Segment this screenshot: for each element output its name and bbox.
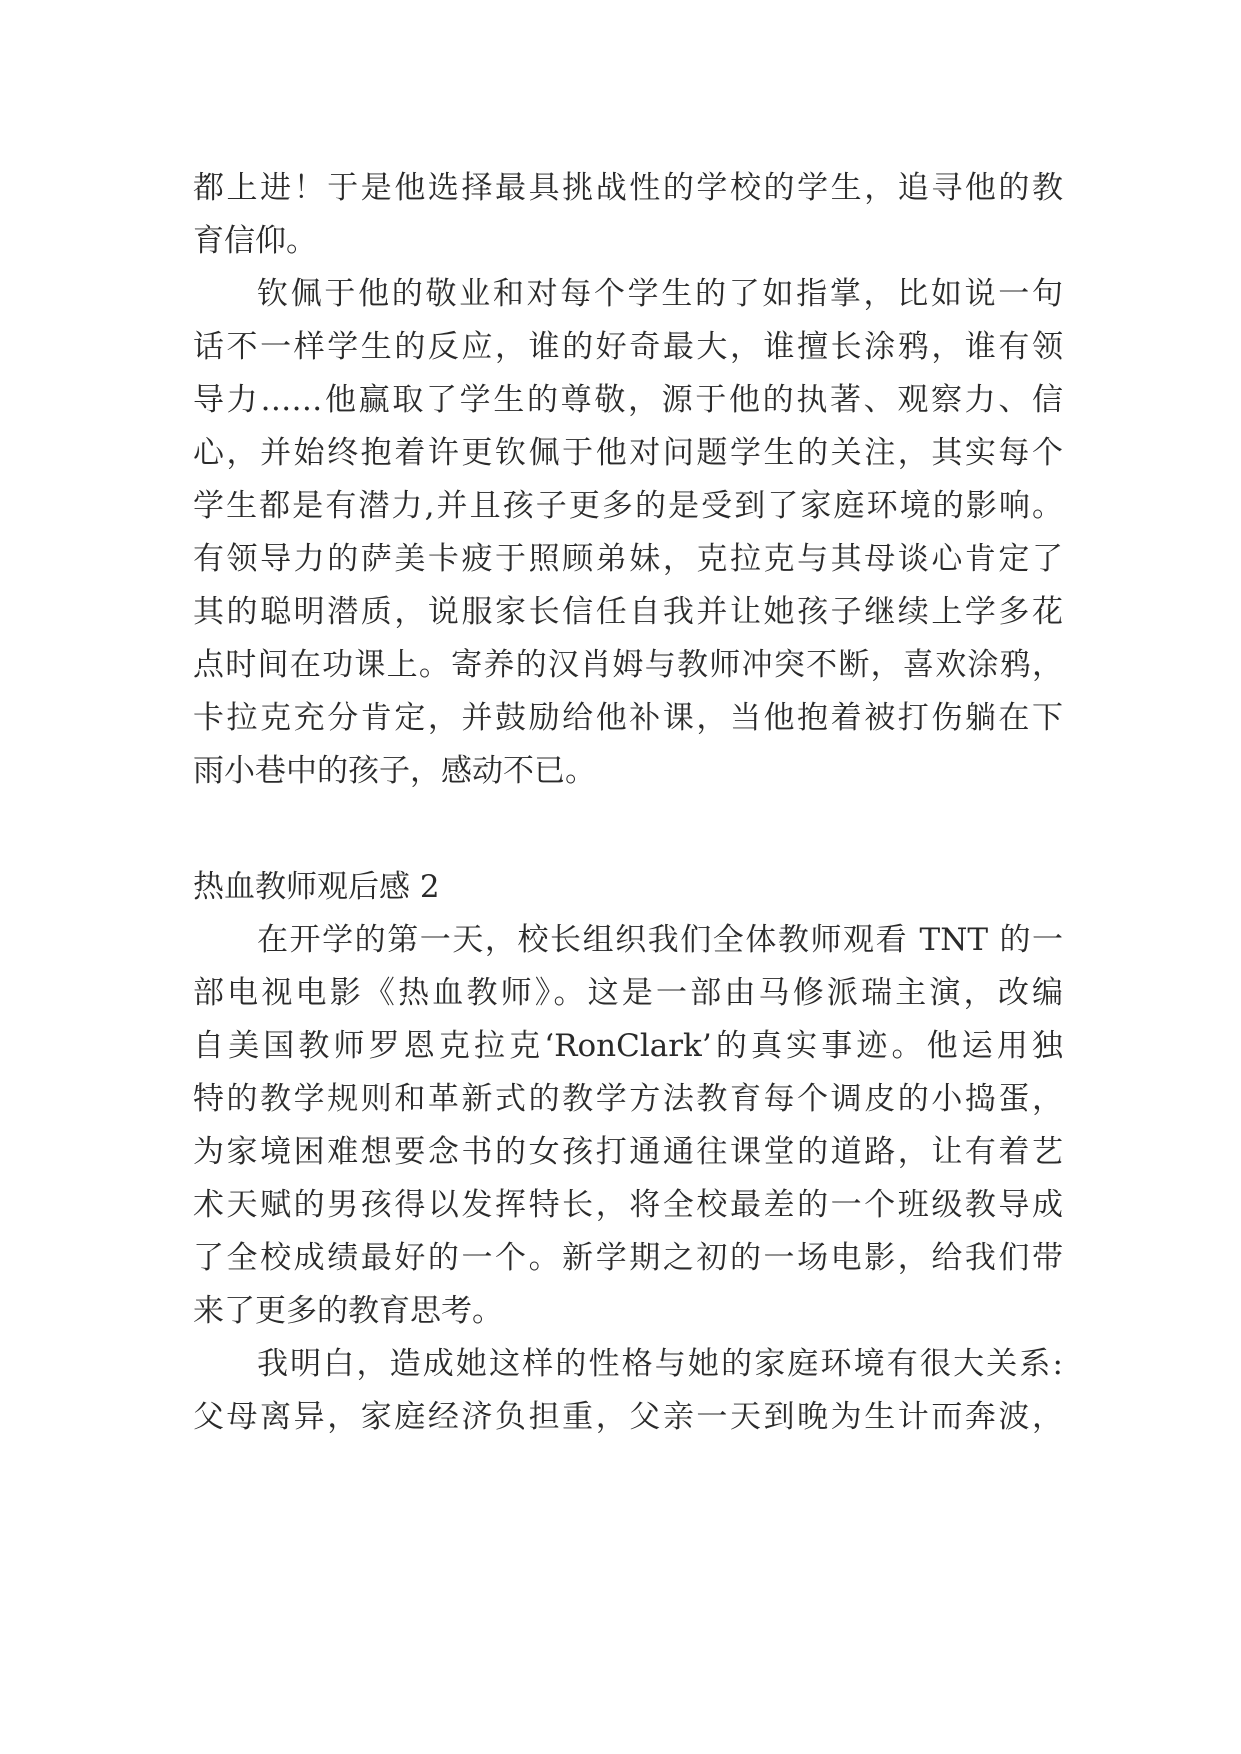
section-heading: 热血教师观后感 2 — [193, 869, 440, 905]
text-line: 部电视电影《热血教师》。这是一部由马修派瑞主演，改编 — [193, 975, 1063, 1011]
text-line: 特的教学规则和革新式的教学方法教育每个调皮的小捣蛋， — [193, 1081, 1063, 1117]
text-line: 其的聪明潜质，说服家长信任自我并让她孩子继续上学多花 — [193, 594, 1063, 630]
text-line: 话不一样学生的反应，谁的好奇最大，谁擅长涂鸦，谁有领 — [193, 329, 1063, 365]
text-line: 卡拉克充分肯定，并鼓励给他补课，当他抱着被打伤躺在下 — [193, 700, 1063, 736]
text-line: 有领导力的萨美卡疲于照顾弟妹，克拉克与其母谈心肯定了 — [193, 541, 1063, 577]
paragraph-first-line: 钦佩于他的敬业和对每个学生的了如指掌，比如说一句 — [257, 276, 1063, 312]
text-line: 父母离异，家庭经济负担重，父亲一天到晚为生计而奔波， — [193, 1399, 1063, 1435]
text-line: 育信仰。 — [193, 223, 317, 259]
text-line: 点时间在功课上。寄养的汉肖姆与教师冲突不断，喜欢涂鸦， — [193, 647, 1063, 683]
text-line: 为家境困难想要念书的女孩打通通往课堂的道路，让有着艺 — [193, 1134, 1063, 1170]
text-line: 术天赋的男孩得以发挥特长，将全校最差的一个班级教导成 — [193, 1187, 1063, 1223]
text-line: 学生都是有潜力,并且孩子更多的是受到了家庭环境的影响。 — [193, 488, 1063, 524]
text-line: 来了更多的教育思考。 — [193, 1293, 503, 1329]
text-line: 了全校成绩最好的一个。新学期之初的一场电影，给我们带 — [193, 1240, 1063, 1276]
paragraph-first-line: 我明白，造成她这样的性格与她的家庭环境有很大关系: — [257, 1346, 1063, 1382]
text-line: 导力……他赢取了学生的尊敬，源于他的执著、观察力、信 — [193, 382, 1063, 418]
text-line: 心，并始终抱着许更钦佩于他对问题学生的关注，其实每个 — [193, 435, 1063, 471]
text-line: 自美国教师罗恩克拉克‘RonClark’的真实事迹。他运用独 — [193, 1028, 1063, 1064]
paragraph-first-line: 在开学的第一天，校长组织我们全体教师观看 TNT 的一 — [257, 922, 1063, 958]
text-line: 都上进！于是他选择最具挑战性的学校的学生，追寻他的教 — [193, 170, 1063, 206]
text-line: 雨小巷中的孩子，感动不已。 — [193, 753, 596, 789]
